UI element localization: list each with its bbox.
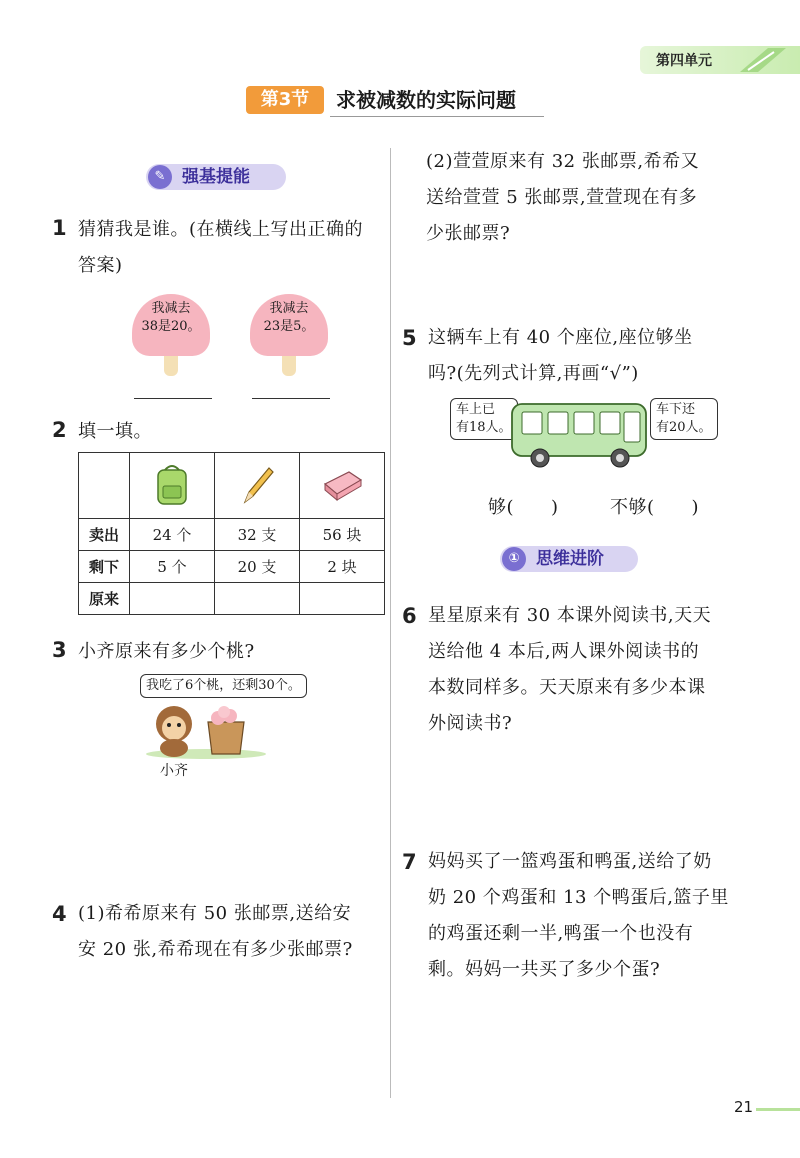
section-badge: 第3节 [246,86,324,114]
row-label-sold: 卖出 [79,519,130,551]
mushroom-2-stem [282,356,296,376]
q4-part2-line3: 少张邮票? [426,223,511,244]
q4-part2-line1: (2)萱萱原来有 32 张邮票,希希又 [426,151,700,172]
q6-text-line2: 送给他 4 本后,两人课外阅读书的 [428,641,700,662]
pencil-cell [215,453,300,519]
table-row [79,583,385,615]
fill-table [78,452,385,615]
table-cell: 32 支 [215,519,300,551]
leaf-decoration-icon [738,44,788,74]
q4-part1-line2: 安 20 张,希希现在有多少张邮票? [78,939,353,960]
row-label-original: 原来 [79,583,130,615]
pencil-icon [237,462,277,506]
table-cell: 20 支 [215,551,300,583]
q7-text-line1: 妈妈买了一篮鸡蛋和鸭蛋,送给了奶 [428,851,712,872]
pill-basic [146,164,286,190]
answer-cell[interactable] [130,583,215,615]
q2-text: 填一填。 [78,421,152,442]
q1-text-line2: 答案) [78,255,123,276]
row-label-left: 剩下 [79,551,130,583]
q4-number: 4 [52,902,67,926]
eraser-icon [319,464,365,504]
q5-number: 5 [402,326,417,350]
pencil-icon: ✎ [148,165,172,189]
monkey-peach-illustration [146,696,276,760]
bubble-right-line2: 有20人。 [656,420,712,435]
eraser-cell [300,453,385,519]
pill-advanced [500,546,638,572]
table-cell: 24 个 [130,519,215,551]
q1-text-line1: 猜猜我是谁。(在横线上写出正确的 [78,219,364,240]
q7-text-line2: 奶 20 个鸡蛋和 13 个鸭蛋后,篮子里 [428,887,729,908]
medal-icon: ① [502,547,526,571]
mushroom-2-cap [250,294,328,356]
bus-icon [508,400,650,472]
q6-text-line1: 星星原来有 30 本课外阅读书,天天 [428,605,712,626]
q6-text-line4: 外阅读书? [428,713,513,734]
q7-number: 7 [402,850,417,874]
mushroom-1 [132,294,210,376]
unit-label: 第四单元 [656,53,712,69]
section-title: 求被减数的实际问题 [336,88,516,112]
q5-text-line2: 吗?(先列式计算,再画“√”) [428,363,639,384]
q1-number: 1 [52,216,67,240]
pill-advanced-label: 思维进阶 [536,549,604,569]
mushroom-1-stem [164,356,178,376]
q2-number: 2 [52,418,67,442]
monkey-speech-bubble: 我吃了6个桃，还剩30个。 [140,674,307,698]
option-enough[interactable]: 够( ) [488,497,559,518]
q4-part1-line1: (1)希希原来有 50 张邮票,送给安 [78,903,352,924]
q4-part2-line2: 送给萱萱 5 张邮票,萱萱现在有多 [426,187,698,208]
mushroom-1-line2: 38是20。 [141,319,201,334]
table-corner [79,453,130,519]
monkey-name-label: 小齐 [160,763,188,779]
bubble-left-line1: 车上已 [456,402,496,417]
bus-bubble-right [650,398,718,440]
q7-text-line3: 的鸡蛋还剩一半,鸭蛋一个也没有 [428,923,694,944]
table-header-row [79,453,385,519]
mushroom-2-line1: 我减去 [269,301,309,316]
q3-text: 小齐原来有多少个桃? [78,641,255,662]
bubble-left-line2: 有18人。 [456,420,512,435]
pill-basic-label: 强基提能 [182,167,250,187]
mushroom-2 [250,294,328,376]
table-row [79,519,385,551]
mushroom-2-line2: 23是5。 [263,319,315,334]
mushroom-1-line1: 我减去 [151,301,191,316]
q5-text-line1: 这辆车上有 40 个座位,座位够坐 [428,327,693,348]
backpack-cell [130,453,215,519]
backpack-icon [152,462,192,506]
table-cell: 5 个 [130,551,215,583]
title-underline [330,116,544,117]
bubble-right-line1: 车下还 [656,402,696,417]
table-row [79,551,385,583]
q6-number: 6 [402,604,417,628]
q3-number: 3 [52,638,67,662]
option-not-enough[interactable]: 不够( ) [610,497,700,518]
page-number-bar [756,1108,800,1111]
mushroom-1-cap [132,294,210,356]
table-cell: 2 块 [300,551,385,583]
table-cell: 56 块 [300,519,385,551]
answer-cell[interactable] [300,583,385,615]
answer-line-2[interactable] [252,398,330,399]
page-number: 21 [734,1098,754,1116]
q7-text-line4: 剩。妈妈一共买了多少个蛋? [428,959,661,980]
answer-cell[interactable] [215,583,300,615]
q6-text-line3: 本数同样多。天天原来有多少本课 [428,677,706,698]
answer-line-1[interactable] [134,398,212,399]
column-divider [390,148,391,1098]
